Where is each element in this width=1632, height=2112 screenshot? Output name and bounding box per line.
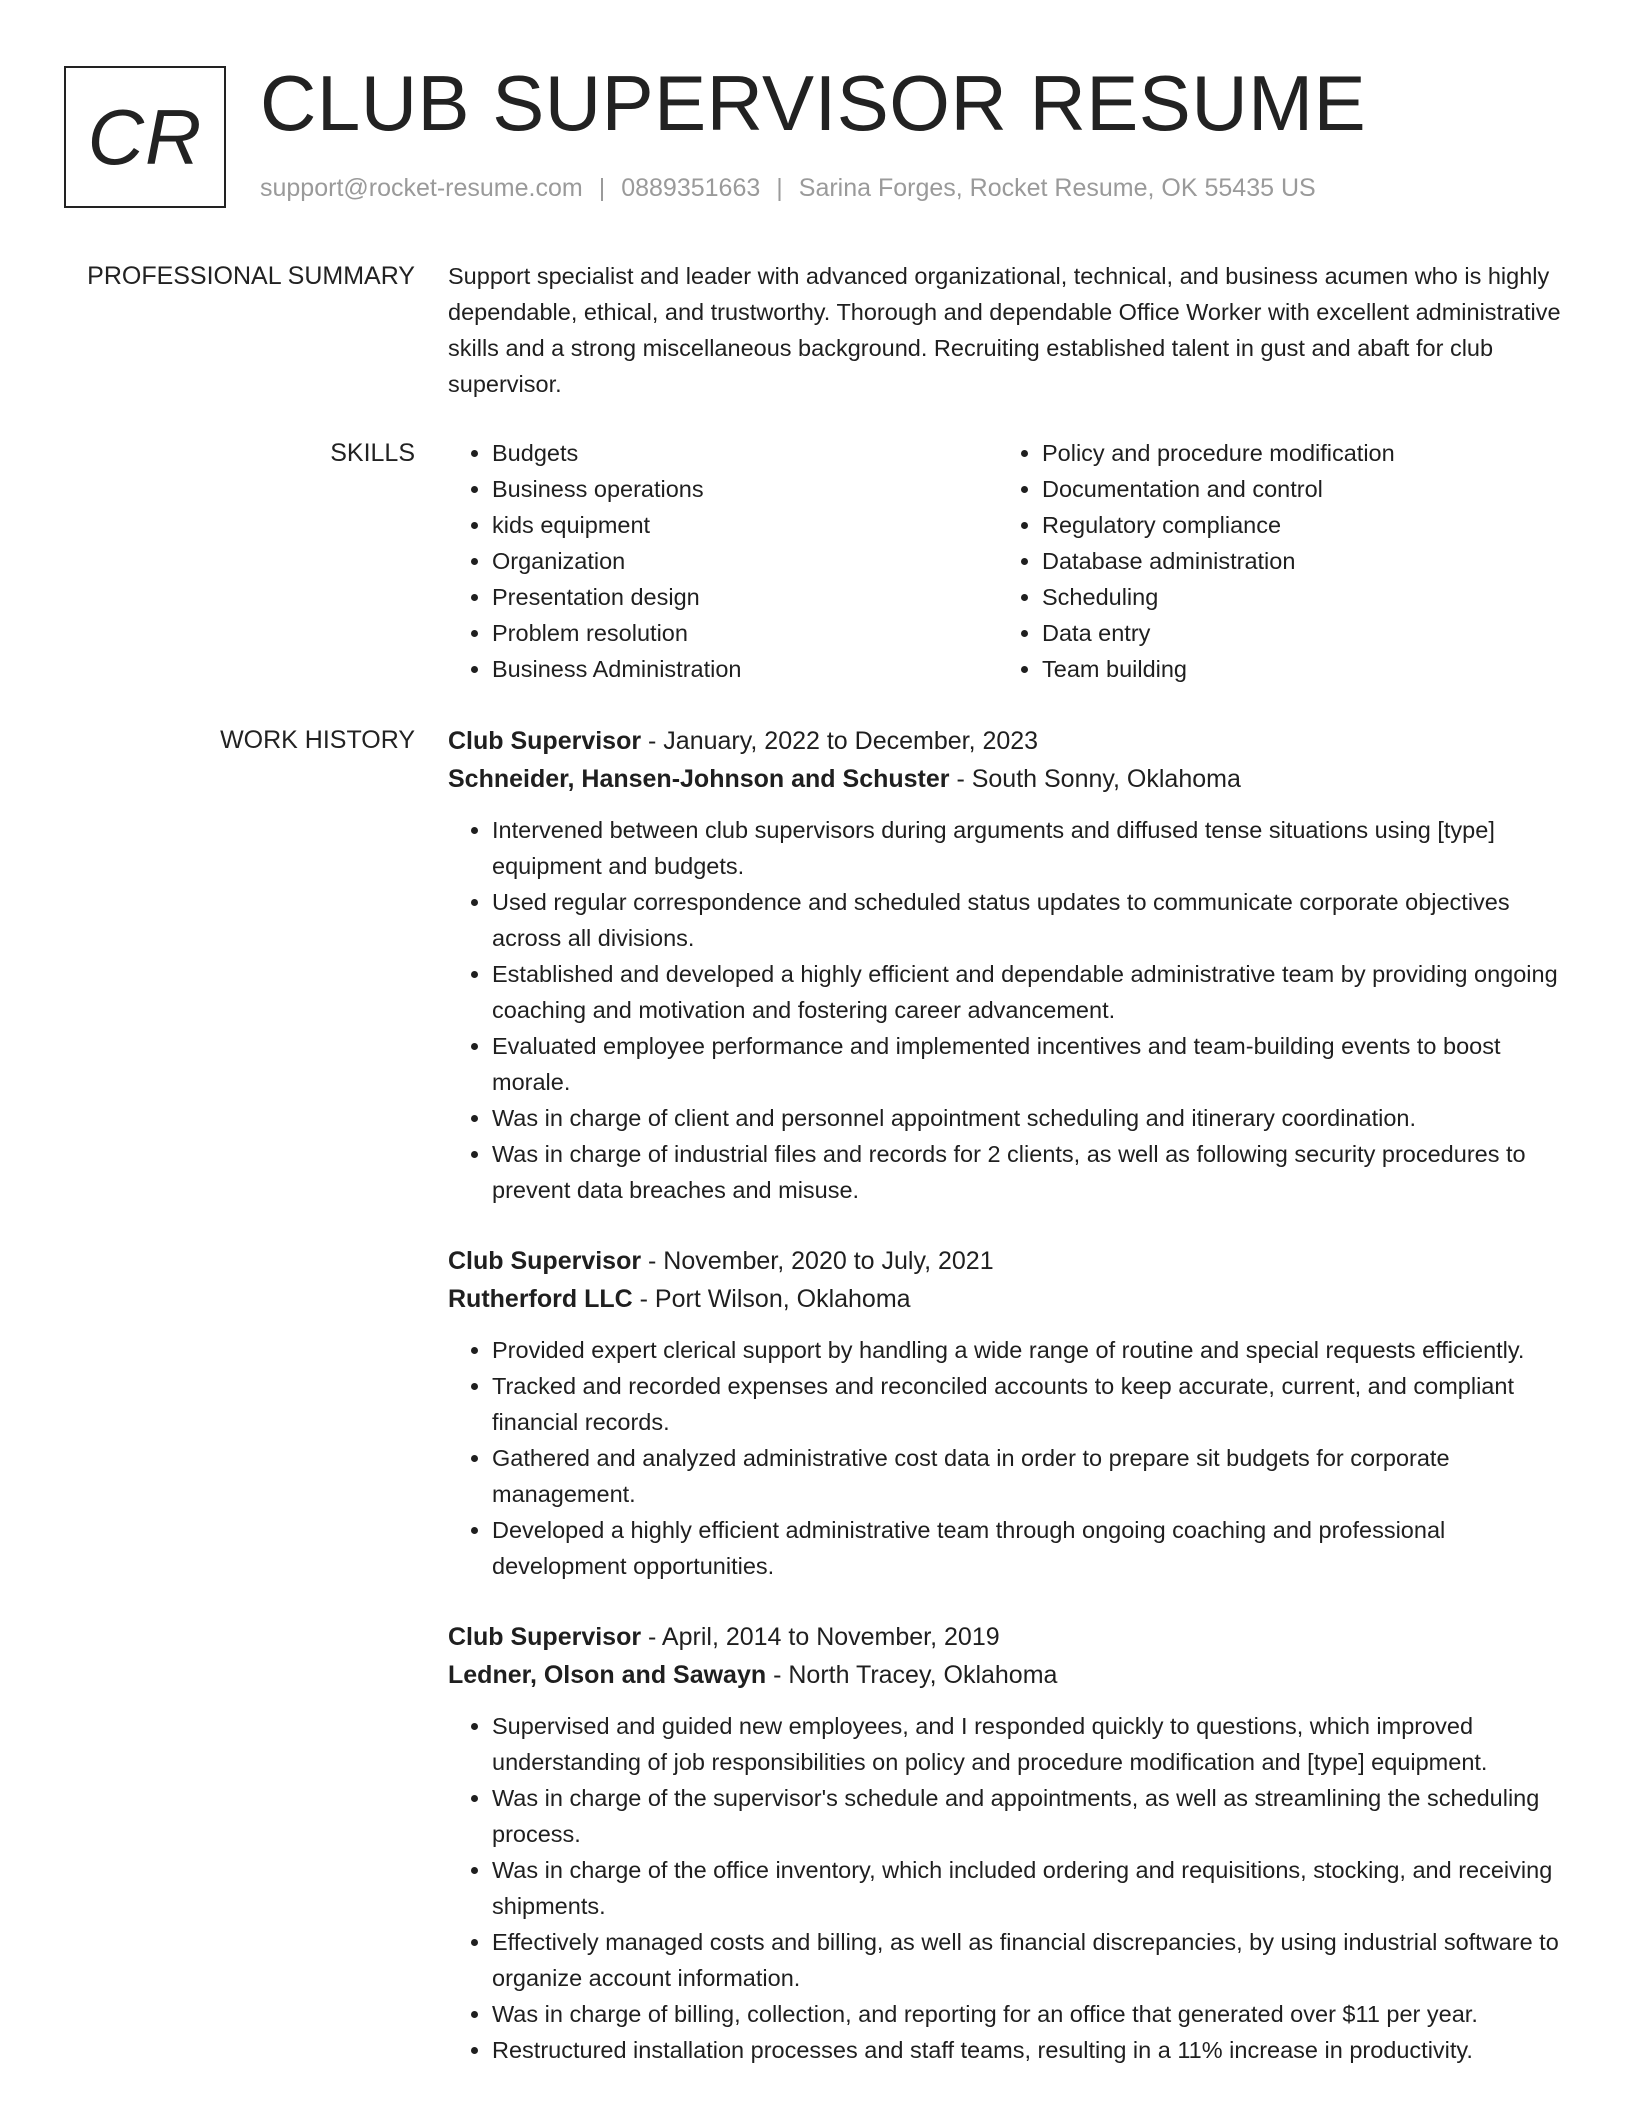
skill-item: • Regulatory compliance: [1042, 507, 1548, 543]
skill-item: • Presentation design: [492, 579, 998, 615]
job-bullet: • Evaluated employee performance and implemented incentives and team-building events to boost morale.: [492, 1028, 1573, 1100]
job-bullet: • Provided expert clerical support by handling a wide range of routine and special requests efficiently.: [492, 1332, 1573, 1368]
skills-list-left: [448, 435, 998, 687]
job-company: Ledner, Olson and Sawayn: [448, 1661, 767, 1689]
job-bullet: • Was in charge of billing, collection, and reporting for an office that generated over $11 per year.: [492, 1996, 1573, 2032]
skill-item: • Business operations: [492, 471, 998, 507]
contact-separator: |: [598, 174, 606, 202]
skill-item: • Business Administration: [492, 651, 998, 687]
job-bullets: [448, 1708, 1573, 2068]
skill-item: • Organization: [492, 543, 998, 579]
job-bullet: • Effectively managed costs and billing, as well as financial discrepancies, by using industrial software to organize account information.: [492, 1924, 1573, 1996]
job-company: Schneider, Hansen-Johnson and Schuster: [448, 765, 950, 793]
job-title: Club Supervisor: [448, 727, 642, 755]
skill-item: • Budgets: [492, 435, 998, 471]
job-location: - South Sonny, Oklahoma: [949, 765, 1241, 793]
job-bullets: [448, 812, 1573, 1208]
skills-label: SKILLS: [330, 439, 415, 467]
skill-item: • Policy and procedure modification: [1042, 435, 1548, 471]
job-bullet: • Used regular correspondence and scheduled status updates to communicate corporate objectives across all divisions.: [492, 884, 1573, 956]
work-history-body: [448, 722, 1573, 2102]
job-bullet: • Restructured installation processes and staff teams, resulting in a 11% increase in productivity.: [492, 2032, 1573, 2068]
job-company-line: [448, 760, 1573, 798]
job-company-line: [448, 1656, 1573, 1694]
job-bullet: • Was in charge of the office inventory, which included ordering and requisitions, stocking, and receiving shipments.: [492, 1852, 1573, 1924]
job-bullet: • Established and developed a highly efficient and dependable administrative team by providing ongoing coaching and motivation and fostering career advancement.: [492, 956, 1573, 1028]
job-dates: - November, 2020 to July, 2021: [641, 1247, 994, 1275]
job-entry: [448, 1242, 1573, 1584]
contact-phone: 0889351663: [621, 174, 761, 202]
work-history-label: WORK HISTORY: [220, 726, 415, 754]
job-dates: - January, 2022 to December, 2023: [641, 727, 1039, 755]
resume-title: CLUB SUPERVISOR RESUME: [260, 59, 1367, 147]
job-bullet: • Was in charge of client and personnel appointment scheduling and itinerary coordination.: [492, 1100, 1573, 1136]
job-location: - Port Wilson, Oklahoma: [632, 1285, 911, 1313]
job-bullet: • Was in charge of industrial files and records for 2 clients, as well as following security procedures to prevent data breaches and misuse.: [492, 1136, 1573, 1208]
contact-line: [260, 174, 1316, 203]
summary-body: [448, 258, 1573, 402]
job-location: - North Tracey, Oklahoma: [766, 1661, 1058, 1689]
job-title: Club Supervisor: [448, 1247, 642, 1275]
job-bullet: • Supervised and guided new employees, and I responded quickly to questions, which improved understanding of job responsibilities on policy and procedure modification and [type] equipment.: [492, 1708, 1573, 1780]
job-entry: [448, 1618, 1573, 2068]
skill-item: • Problem resolution: [492, 615, 998, 651]
skill-item: • Database administration: [1042, 543, 1548, 579]
job-company: Rutherford LLC: [448, 1285, 633, 1313]
summary-label: PROFESSIONAL SUMMARY: [87, 262, 415, 290]
monogram-logo: CR: [64, 66, 226, 208]
job-bullet: • Was in charge of the supervisor's schedule and appointments, as well as streamlining the scheduling process.: [492, 1780, 1573, 1852]
job-company-line: [448, 1280, 1573, 1318]
job-title: Club Supervisor: [448, 1623, 642, 1651]
contact-separator: |: [776, 174, 783, 202]
skill-item: • kids equipment: [492, 507, 998, 543]
job-bullet: • Tracked and recorded expenses and reconciled accounts to keep accurate, current, and compliant financial records.: [492, 1368, 1573, 1440]
skill-item: • Documentation and control: [1042, 471, 1548, 507]
job-entry: [448, 722, 1573, 1208]
job-bullets: [448, 1332, 1573, 1584]
skill-item: • Team building: [1042, 651, 1548, 687]
skills-list-right: [998, 435, 1548, 687]
skill-item: • Scheduling: [1042, 579, 1548, 615]
summary-text: Support specialist and leader with advanced organizational, technical, and business acumen who is highly dependable, ethical, and trustworthy. Thorough and dependable Office Worker with excellent administrative skills and a strong miscellaneous background. Recruiting established talent in gust and abaft for club supervisor.: [448, 263, 1561, 397]
contact-email: support@rocket-resume.com: [260, 174, 583, 202]
job-bullet: • Developed a highly efficient administrative team through ongoing coaching and professional development opportunities.: [492, 1512, 1573, 1584]
contact-address: Sarina Forges, Rocket Resume, OK 55435 US: [798, 174, 1316, 202]
job-bullet: • Gathered and analyzed administrative cost data in order to prepare sit budgets for corporate management.: [492, 1440, 1573, 1512]
job-title-line: [448, 722, 1573, 760]
job-bullet: • Intervened between club supervisors during arguments and diffused tense situations using [type] equipment and budgets.: [492, 812, 1573, 884]
job-dates: - April, 2014 to November, 2019: [641, 1623, 1000, 1651]
skill-item: • Data entry: [1042, 615, 1548, 651]
job-title-line: [448, 1242, 1573, 1280]
job-title-line: [448, 1618, 1573, 1656]
skills-body: [448, 435, 1573, 687]
